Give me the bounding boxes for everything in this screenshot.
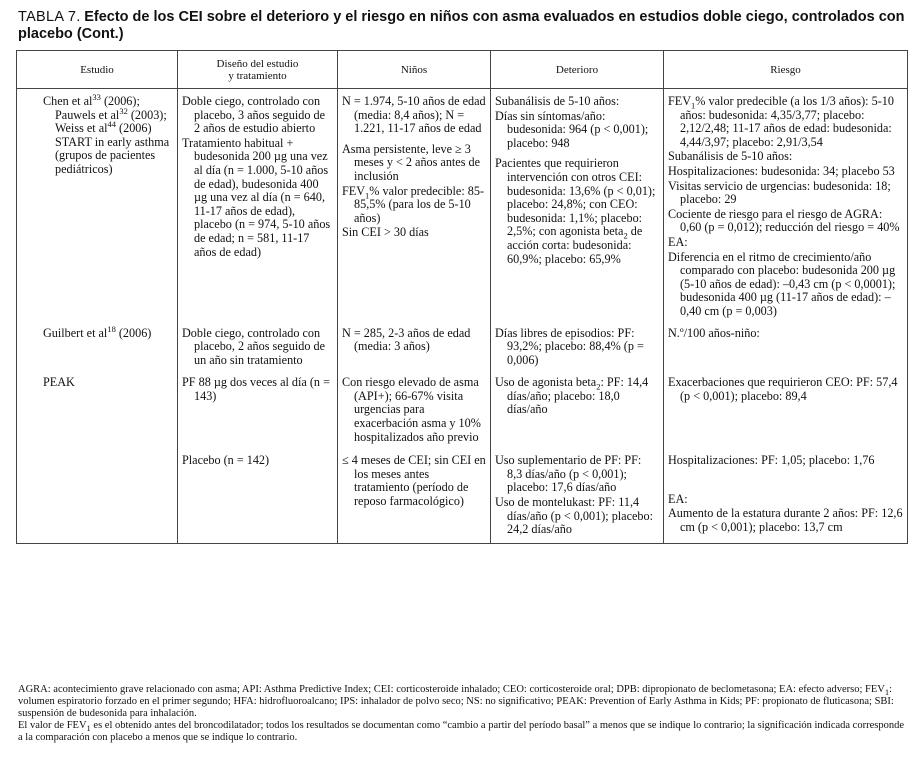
study-citation: PEAK bbox=[43, 375, 75, 390]
riesgo-text: Cociente de riesgo para el riesgo de AGRA: 0,60 (p = 0,012); reducción del riesgo = 40% bbox=[668, 206, 900, 235]
fev-text: % valor predecible (a los 1/3 años): 5-10 años: budesonida: 4,35/3,77; placebo: 2,12/2,48; 11-17 años de edad: budesonida: 4,44/3,97; placebo: 2,91/3,54 bbox=[680, 94, 894, 149]
beta-subscript: 2 bbox=[596, 381, 601, 392]
study-author: Guilbert et al bbox=[43, 325, 108, 340]
footnote-text: El valor de FEV bbox=[18, 720, 87, 732]
header-ninos: Niños bbox=[338, 51, 491, 89]
riesgo-text: N.º/100 años-niño: bbox=[668, 325, 760, 340]
cell-estudio bbox=[17, 89, 178, 319]
study-author: Pauwels et al bbox=[55, 107, 120, 122]
header-estudio: Estudio bbox=[17, 51, 178, 89]
ref-number: 33 bbox=[92, 91, 101, 102]
study-author: (2003); Weiss et al bbox=[55, 107, 167, 136]
table-row bbox=[17, 89, 908, 319]
fev-text: % valor predecible: 85-85,5% (para los de 5-10 años) bbox=[354, 183, 484, 225]
design-text: Placebo (n = 142) bbox=[182, 453, 270, 468]
deterioro-text: Subanálisis de 5-10 años: bbox=[495, 94, 620, 108]
beta-subscript: 2 bbox=[623, 230, 628, 241]
cell-estudio bbox=[17, 444, 178, 543]
ninos-text: N = 1.974, 5-10 años de edad (media: 8,4 años); N = 1.221, 11-17 años de edad bbox=[342, 94, 486, 136]
cell-diseno bbox=[178, 444, 338, 543]
cell-ninos bbox=[338, 367, 491, 444]
header-diseno-line2: y tratamiento bbox=[228, 69, 287, 82]
table-title: Efecto de los CEI sobre el deterioro y el riesgo en niños con asma evaluados en estudios doble ciego, controlados con placebo (Cont.) bbox=[18, 9, 905, 42]
study-author: Chen et al bbox=[43, 94, 93, 108]
cell-riesgo bbox=[664, 444, 908, 543]
table-row bbox=[17, 319, 908, 368]
cell-estudio bbox=[17, 319, 178, 368]
header-diseno bbox=[178, 51, 338, 89]
riesgo-text: Subanálisis de 5-10 años: bbox=[668, 149, 793, 164]
ninos-text: Con riesgo elevado de asma (API+); 66-67% visita urgencias para exacerbación asma y 10% hospitalizados año previo bbox=[342, 375, 481, 444]
fev-subscript: 1 bbox=[691, 100, 696, 111]
table-row bbox=[17, 444, 908, 543]
riesgo-text: Visitas servicio de urgencias: budesonida: 18; placebo: 29 bbox=[668, 178, 891, 207]
deterioro-text: Uso de montelukast: PF: 11,4 días/año (p < 0,001); placebo: 24,2 días/año bbox=[495, 495, 653, 537]
riesgo-fev bbox=[668, 95, 903, 149]
footnote-text: : volumen espiratorio forzado en el primer segundo; HFA: hidrofluoroalcano; IPS: inhalador de polvo seco; NS: no significativo; PEAK: Prevention of Early Asthma in Kids; PF: propionato de fluticasona; SBI: suspensión de budesonida para inhalación. bbox=[18, 684, 894, 720]
deterioro-text: Uso suplementario de PF: PF: 8,3 días/año (p < 0,001); placebo: 17,6 días/año bbox=[495, 453, 642, 495]
study-year: (2006); bbox=[100, 94, 140, 108]
cell-riesgo bbox=[664, 319, 908, 368]
ref-number: 44 bbox=[107, 119, 116, 130]
cell-diseno bbox=[178, 367, 338, 444]
footnote-note bbox=[18, 720, 906, 744]
cell-ninos bbox=[338, 89, 491, 319]
cell-diseno bbox=[178, 89, 338, 319]
deterioro-beta-text: Uso de agonista beta bbox=[495, 375, 597, 390]
fev-subscript: 1 bbox=[86, 723, 91, 734]
header-riesgo: Riesgo bbox=[664, 51, 908, 89]
deterioro-text: Días libres de episodios: PF: 93,2%; placebo: 88,4% (p = 0,006) bbox=[495, 325, 644, 367]
riesgo-text: EA: bbox=[668, 491, 688, 506]
study-year: (2006) bbox=[115, 325, 152, 340]
ninos-text: Asma persistente, leve ≥ 3 meses y < 2 años antes de inclusión bbox=[342, 141, 481, 183]
cell-diseno bbox=[178, 319, 338, 368]
ref-number: 32 bbox=[119, 105, 128, 116]
table-caption bbox=[18, 9, 908, 43]
ninos-fev bbox=[342, 185, 486, 226]
ninos-text: ≤ 4 meses de CEI; sin CEI en los meses antes tratamiento (período de reposo farmacológico) bbox=[342, 453, 486, 509]
study-citation bbox=[43, 91, 173, 177]
cell-deterioro bbox=[491, 319, 664, 368]
cell-deterioro bbox=[491, 89, 664, 319]
header-deterioro: Deterioro bbox=[491, 51, 664, 89]
fev-subscript: 1 bbox=[365, 190, 370, 200]
design-text: Tratamiento habitual + budesonida 200 µg una vez al día (n = 1.000, 5-10 años de edad), budesonida 400 µg una vez al día (n = 640, 11-17 años de edad), placebo (n = 974, 5-10 años de edad; n = 581, 11-17 años de edad) bbox=[182, 135, 331, 259]
fev-label: FEV bbox=[668, 94, 692, 108]
ref-number: 18 bbox=[107, 323, 116, 334]
deterioro-req-text: Pacientes que requirieron intervención con otros CEI: budesonida: 13,6% (p < 0,01); placebo: 24,8%; con CEO: budesonida: 1,1%; placebo: 2,5%; con agonista beta bbox=[495, 156, 656, 239]
cell-deterioro bbox=[491, 367, 664, 444]
riesgo-text: Aumento de la estatura durante 2 años: PF: 12,6 cm (p < 0,001); placebo: 13,7 cm bbox=[668, 506, 903, 535]
riesgo-text: Hospitalizaciones: budesonida: 34; placebo 53 bbox=[668, 163, 895, 178]
riesgo-text: Diferencia en el ritmo de crecimiento/año comparado con placebo: budesonida 200 µg (5-10 años de edad): –0,43 cm (p < 0,0001); budesonida 400 µg (11-17 años de edad): –0,40 cm (p = 0,003) bbox=[668, 249, 896, 318]
fev-label: FEV bbox=[342, 183, 366, 198]
data-table bbox=[16, 50, 907, 544]
cell-riesgo bbox=[664, 89, 908, 319]
cell-riesgo bbox=[664, 367, 908, 444]
table-footnote bbox=[18, 684, 906, 744]
deterioro-text: Días sin síntomas/año: budesonida: 964 (p < 0,001); placebo: 948 bbox=[495, 108, 649, 150]
footnote-text: es el obtenido antes del broncodilatador; todos los resultados se documentan como “cambio a partir del período basal” a menos que se indique lo contrario; la significación indicada corresponde a la comparación con placebo a menos que se indique lo contrario. bbox=[18, 720, 904, 744]
header-row bbox=[17, 51, 908, 89]
study-description: (2006) START in early asthma (grupos de pacientes pediátricos) bbox=[55, 121, 170, 176]
cell-estudio bbox=[17, 367, 178, 444]
ninos-text: N = 285, 2-3 años de edad (media: 3 años) bbox=[342, 325, 471, 354]
riesgo-text: EA: bbox=[668, 234, 688, 249]
footnote-abbreviations bbox=[18, 684, 906, 720]
deterioro-text bbox=[495, 376, 659, 417]
footnote-text: AGRA: acontecimiento grave relacionado con asma; API: Asthma Predictive Index; CEI: corticosteroide inhalado; CEO: corticosteroide oral; DPB: dipropionato de beclometasona; EA: efecto adverso; FEV bbox=[18, 684, 885, 695]
table-row bbox=[17, 367, 908, 444]
deterioro-beta-text: : PF: 14,4 días/año; placebo: 18,0 días/año bbox=[507, 375, 649, 417]
riesgo-text: Hospitalizaciones: PF: 1,05; placebo: 1,76 bbox=[668, 453, 875, 468]
cell-ninos bbox=[338, 319, 491, 368]
fev-subscript: 1 bbox=[884, 687, 890, 698]
cell-ninos bbox=[338, 444, 491, 543]
study-citation bbox=[43, 323, 173, 341]
design-text: Doble ciego, controlado con placebo, 2 años seguido de un año sin tratamiento bbox=[182, 325, 325, 367]
table-number: TABLA 7. bbox=[18, 9, 81, 25]
design-text: Doble ciego, controlado con placebo, 3 años seguido de 2 años de estudio abierto bbox=[182, 94, 325, 136]
cell-deterioro bbox=[491, 444, 664, 543]
riesgo-text: Exacerbaciones que requirieron CEO: PF: 57,4 (p < 0,001); placebo: 89,4 bbox=[668, 375, 898, 403]
deterioro-text bbox=[495, 157, 659, 266]
design-text: PF 88 µg dos veces al día (n = 143) bbox=[182, 375, 330, 403]
ninos-text: Sin CEI > 30 días bbox=[342, 225, 429, 240]
deterioro-req-text: de acción corta: budesonida: 60,9%; placebo: 65,9% bbox=[507, 224, 643, 266]
header-diseno-line1: Diseño del estudio bbox=[216, 57, 299, 70]
